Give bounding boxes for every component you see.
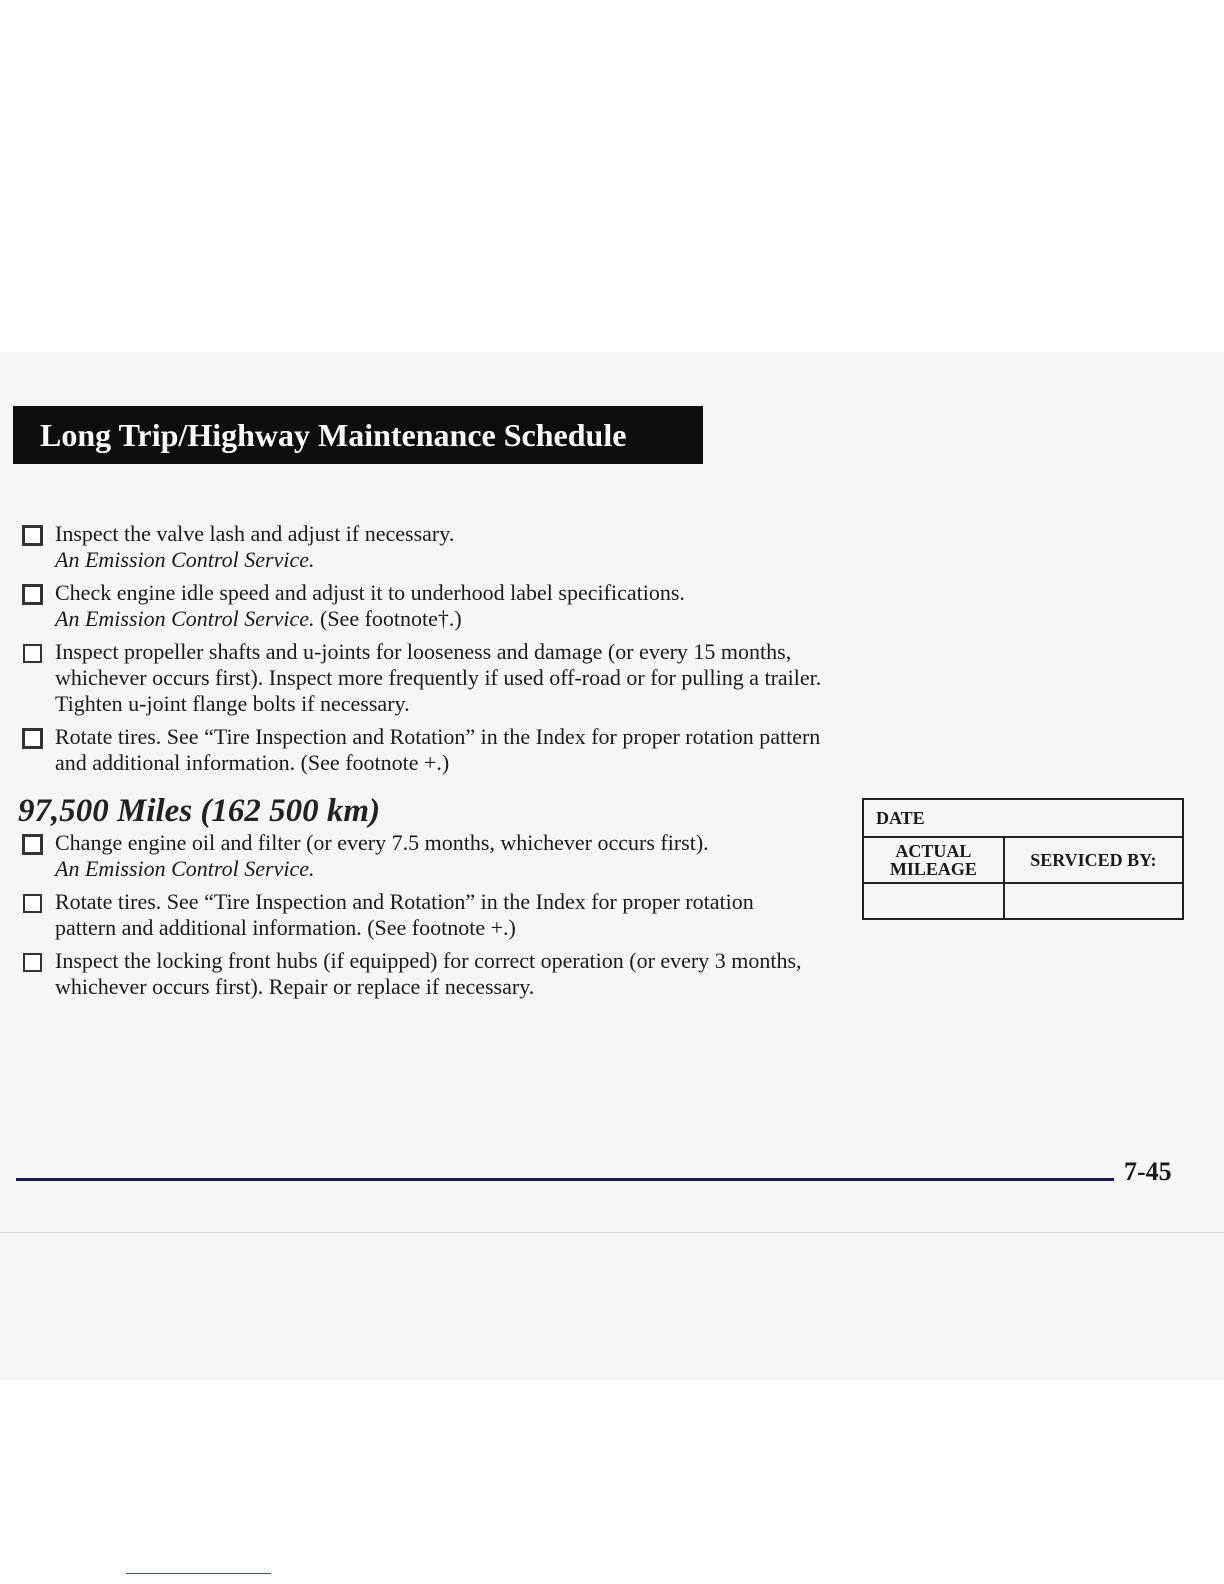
date-label: DATE (876, 807, 925, 828)
item-text: Inspect the valve lash and adjust if necessary. (55, 521, 455, 546)
emission-note: An Emission Control Service. (55, 856, 315, 881)
checkbox-icon[interactable] (22, 525, 43, 546)
item-text: Change engine oil and filter (or every 7.5 months, whichever occurs first). (55, 830, 709, 855)
checkbox-icon[interactable] (22, 834, 43, 855)
item-text: Rotate tires. See “Tire Inspection and Rotation” in the Index for proper rotation pattern and additional information. (See footnote +.) (55, 889, 754, 940)
list-item (20, 948, 820, 1000)
serviced-by-label: SERVICED BY: (1030, 850, 1157, 870)
maintenance-list-top (20, 521, 840, 776)
serviced-by-header (1004, 837, 1183, 883)
mileage-heading: 97,500 Miles (162 500 km) (18, 793, 381, 829)
list-item (20, 639, 840, 717)
checkbox-icon[interactable] (23, 894, 42, 913)
footer-rule (16, 1178, 1114, 1181)
checkbox-icon[interactable] (22, 584, 43, 605)
item-text: Rotate tires. See “Tire Inspection and Rotation” in the Index for proper rotation pattern and additional information. (See footnote +.) (55, 724, 821, 775)
bottom-divider (126, 1573, 271, 1574)
list-item (20, 580, 840, 632)
date-cell[interactable] (863, 799, 1183, 837)
page-number: 7-45 (1124, 1157, 1172, 1186)
list-item (20, 889, 820, 941)
section-title-bar (13, 406, 703, 464)
checkbox-icon[interactable] (23, 953, 42, 972)
mileage-label-line2: MILEAGE (889, 859, 977, 879)
page-edge-divider (0, 1232, 1224, 1233)
list-item (20, 830, 820, 882)
mileage-entry-cell[interactable] (863, 883, 1004, 919)
mileage-label-line1: ACTUAL (895, 841, 972, 861)
checkbox-icon[interactable] (23, 644, 42, 663)
page-title: Long Trip/Highway Maintenance Schedule (40, 416, 627, 453)
serviced-by-entry-cell[interactable] (1004, 883, 1183, 919)
item-text: Inspect the locking front hubs (if equipped) for correct operation (or every 3 months, whichever occurs first). Repair or replace if necessary. (55, 948, 802, 999)
item-text: Check engine idle speed and adjust it to underhood label specifications. (55, 580, 685, 605)
list-item (20, 521, 840, 573)
service-record-table (862, 798, 1184, 920)
list-item (20, 724, 840, 776)
maintenance-list-section (20, 830, 820, 1000)
emission-note: An Emission Control Service. (55, 606, 315, 631)
checkbox-icon[interactable] (22, 728, 43, 749)
footnote-ref: (See footnote†.) (314, 606, 462, 631)
item-text: Inspect propeller shafts and u-joints for looseness and damage (or every 15 months, whichever occurs first). Inspect more frequently if used off-road or for pulling a trailer. Tighten u-joint flange bolts if necessary. (55, 639, 822, 716)
mileage-header (863, 837, 1004, 883)
emission-note: An Emission Control Service. (55, 547, 315, 572)
